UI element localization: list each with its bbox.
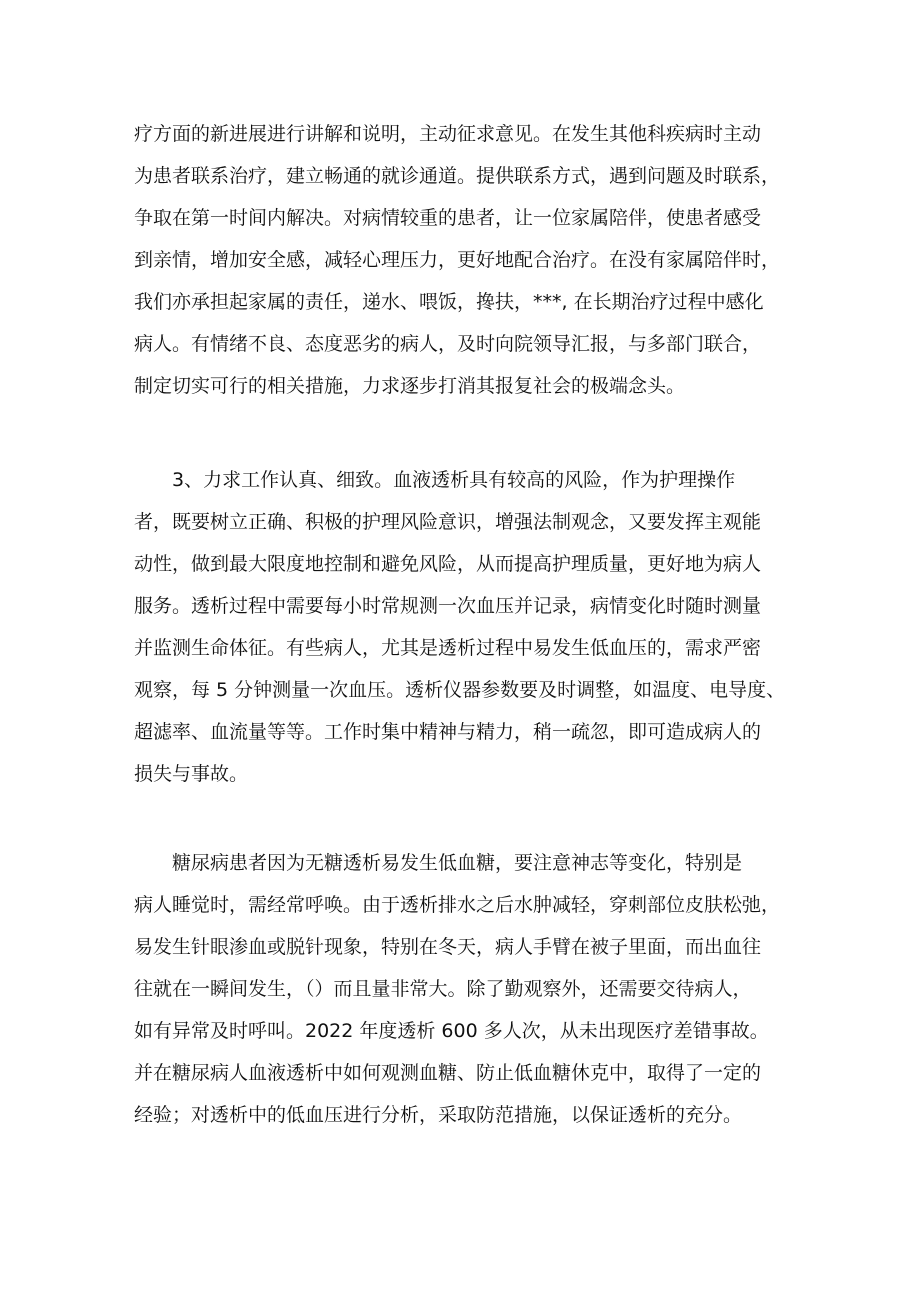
text-line: 并监测生命体征。有些病人，尤其是透析过程中易发生低血压的，需求严密 — [134, 637, 762, 659]
text-line: 超滤率、血流量等等。工作时集中精神与精力，稍一疏忽，即可造成病人的 — [134, 721, 762, 743]
text-line: 如有异常及时呼叫。2022 年度透析 600 多人次，从未出现医疗差错事故。 — [134, 1020, 769, 1042]
text-line: 者，既要树立正确、积极的护理风险意识，增强法制观念，又要发挥主观能 — [134, 511, 762, 533]
text-line: 到亲情，增加安全感，减轻心理压力，更好地配合治疗。在没有家属陪伴时， — [134, 249, 781, 271]
text-line: 损失与事故。 — [134, 763, 249, 785]
text-line: 易发生针眼渗血或脱针现象，特别在冬天，病人手臂在被子里面，而出血往 — [134, 936, 762, 958]
text-line: 经验；对透析中的低血压进行分析，采取防范措施，以保证透析的充分。 — [134, 1104, 743, 1126]
paragraph-2 — [134, 459, 794, 795]
text-line: 服务。透析过程中需要每小时常规测一次血压并记录，病情变化时随时测量 — [134, 595, 762, 617]
text-line: 并在糖尿病人血液透析中如何观测血糖、防止低血糖休克中，取得了一定的 — [134, 1062, 762, 1084]
text-line: 病人。有情绪不良、态度恶劣的病人，及时向院领导汇报，与多部门联合， — [134, 333, 762, 355]
text-line: 疗方面的新进展进行讲解和说明，主动征求意见。在发生其他科疾病时主动 — [134, 123, 762, 145]
text-line: 糖尿病患者因为无糖透析易发生低血糖，要注意神志等变化，特别是 — [134, 852, 743, 874]
paragraph-1 — [134, 113, 794, 407]
text-line: 动性，做到最大限度地控制和避免风险，从而提高护理质量，更好地为病人 — [134, 553, 762, 575]
text-line: 观察，每 5 分钟测量一次血压。透析仪器参数要及时调整，如温度、电导度、 — [134, 679, 786, 701]
paragraph-3 — [134, 842, 794, 1136]
text-line: 往就在一瞬间发生，（）而且量非常大。除了勤观察外，还需要交待病人， — [134, 978, 752, 1000]
text-line: 病人睡觉时，需经常呼唤。由于透析排水之后水肿减轻，穿刺部位皮肤松弛， — [134, 894, 781, 916]
text-line: 我们亦承担起家属的责任，递水、喂饭，搀扶，***, 在长期治疗过程中感化 — [134, 291, 764, 313]
text-line: 争取在第一时间内解决。对病情较重的患者，让一位家属陪伴，使患者感受 — [134, 207, 762, 229]
text-line: 制定切实可行的相关措施，力求逐步打消其报复社会的极端念头。 — [134, 375, 686, 397]
text-line: 为患者联系治疗，建立畅通的就诊通道。提供联系方式，遇到问题及时联系， — [134, 165, 781, 187]
text-line: 3、力求工作认真、细致。血液透析具有较高的风险，作为护理操作 — [134, 469, 736, 491]
